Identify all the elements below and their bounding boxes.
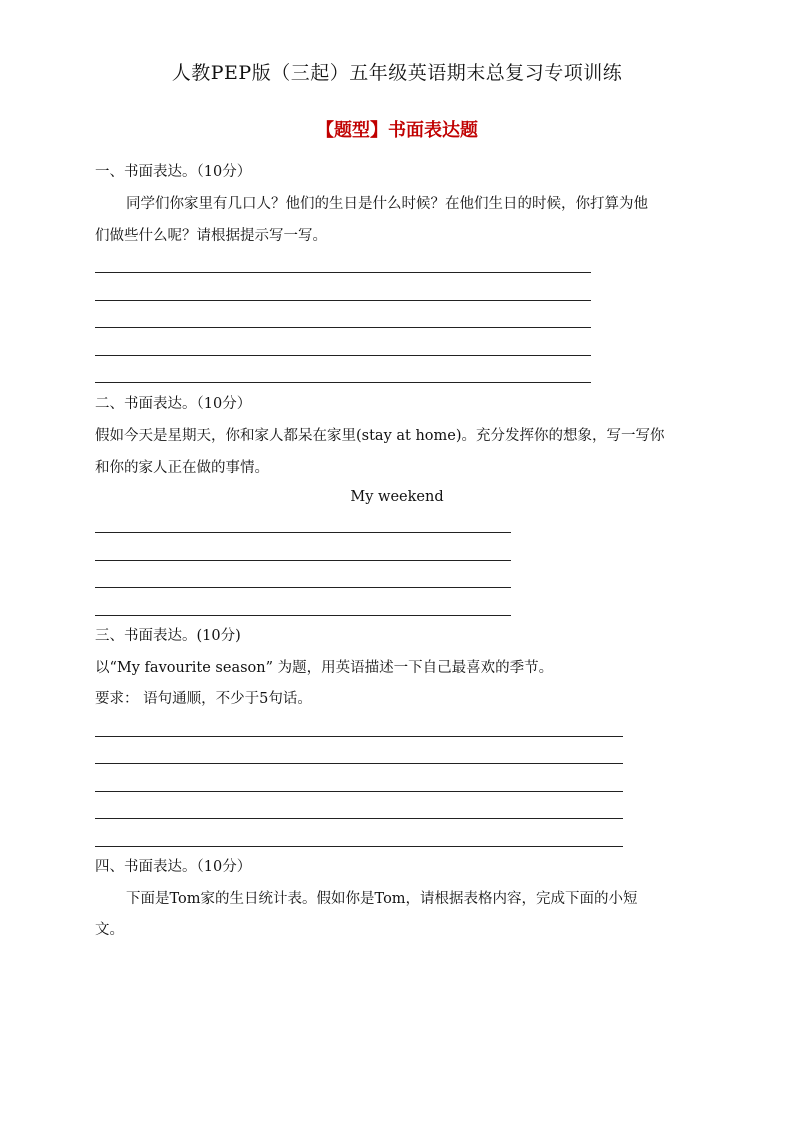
section-3-answer-line[interactable]: [95, 736, 623, 737]
composition-title: My weekend: [350, 489, 444, 505]
section-1-answer-line[interactable]: [95, 300, 591, 301]
section-2-answer-line[interactable]: [95, 587, 511, 588]
section-2-prompt-line-2: 和你的家人正在做的事情。: [95, 460, 269, 476]
section-3-answer-line[interactable]: [95, 791, 623, 792]
section-1-prompt-line-1: 同学们你家里有几口人？他们的生日是什么时候？在他们生日的时候，你打算为他: [126, 196, 648, 212]
section-1-answer-line[interactable]: [95, 272, 591, 273]
section-3-prompt-line-1: 以“My favourite season” 为题，用英语描述一下自己最喜欢的季节。: [95, 660, 554, 676]
section-1-answer-line[interactable]: [95, 355, 591, 356]
section-1-heading: 一、书面表达。（10分）: [95, 164, 252, 180]
section-4-heading: 四、书面表达。（10分）: [95, 859, 252, 875]
section-1-answer-line[interactable]: [95, 382, 591, 383]
section-1-answer-line[interactable]: [95, 327, 591, 328]
section-3-answer-line[interactable]: [95, 846, 623, 847]
subtitle: 【题型】书面表达题: [316, 120, 478, 141]
section-4-prompt-line-2: 文。: [95, 922, 124, 938]
section-2-prompt-line-1: 假如今天是星期天，你和家人都呆在家里(stay at home)。充分发挥你的想象，写一写你: [95, 428, 665, 444]
section-2-heading: 二、书面表达。（10分）: [95, 396, 252, 412]
section-2-answer-line[interactable]: [95, 560, 511, 561]
section-2-answer-line[interactable]: [95, 532, 511, 533]
section-3-answer-line[interactable]: [95, 763, 623, 764]
section-3-answer-line[interactable]: [95, 818, 623, 819]
section-2-answer-line[interactable]: [95, 615, 511, 616]
section-4-prompt-line-1: 下面是Tom家的生日统计表。假如你是Tom，请根据表格内容，完成下面的小短: [126, 891, 638, 907]
page-title: 人教PEP版（三起）五年级英语期末总复习专项训练: [171, 62, 623, 84]
section-3-requirement: 要求： 语句通顺，不少于5句话。: [95, 691, 312, 707]
section-3-heading: 三、书面表达。(10分): [95, 628, 241, 644]
section-1-prompt-line-2: 们做些什么呢？请根据提示写一写。: [95, 228, 327, 244]
